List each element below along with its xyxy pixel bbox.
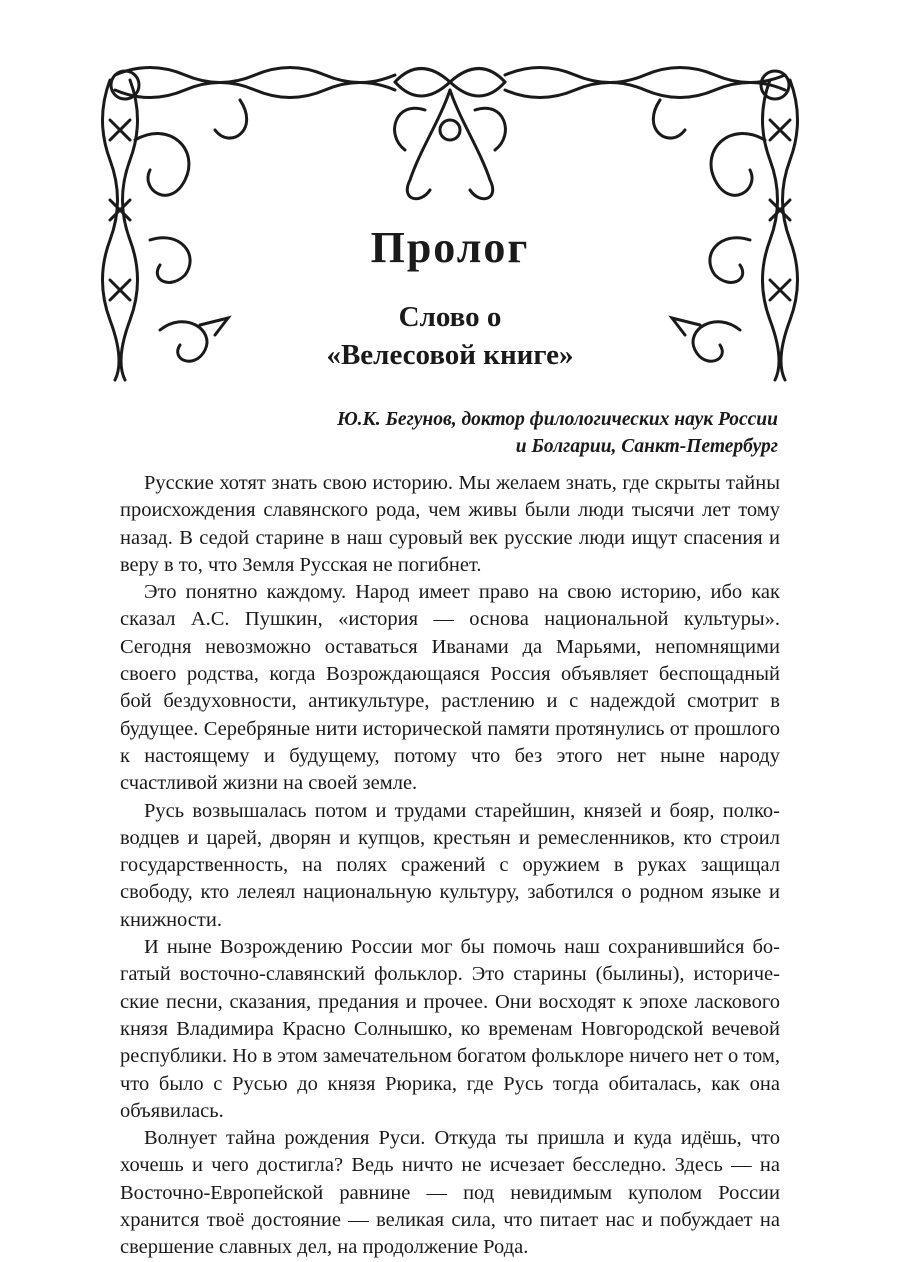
chapter-subtitle <box>0 298 900 374</box>
paragraph: Русь возвышалась потом и трудами старейшин, князей и бояр, полководцев и царей, дворян и купцов, крестьян и ремесленников, кто строил государственность, на полях сражений с оружием в руках защищал свободу, кто лелеял национальную культуру, заботился о родном языке и книжности. <box>120 799 780 931</box>
author-byline <box>337 406 778 460</box>
article-body <box>120 470 780 1262</box>
subtitle-line-1: Слово о <box>398 301 502 333</box>
center-scroll-motif <box>395 90 506 199</box>
paragraph: Волнует тайна рождения Руси. Откуда ты пришла и куда идёшь, что хочешь и чего достигла? Ведь ничто не исчезает бесследно. Здесь — на Восточно-Европейской равнине — под невидимым куполом России хранится твоё достояние — великая сила, что питает нас и побуждает на свершение славных дел, на продолжение Рода. <box>120 1127 780 1259</box>
paragraph: И ныне Возрождению России мог бы помочь наш сохранившийся богатый восточно-славянский фольклор. Это старины (былины), исторические песни, сказания, предания и прочее. Они восходят к эпохе ласкового князя Владимира Красно Солнышко, ко временам Новгородской вечевой республики. Но в этом замечательном богатом фольклоре ничего нет о том, что было с Русью до князя Рюрика, где Русь тогда обиталась, как она объявилась. <box>120 936 780 1122</box>
chapter-title: Пролог <box>370 223 530 272</box>
byline-line-2: и Болгарии, Санкт-Петербург <box>515 436 778 457</box>
subtitle-line-2: «Велесовой книге» <box>326 339 574 371</box>
paragraph: Это понятно каждому. Народ имеет право на свою историю, ибо как сказал А.С. Пушкин, «история — основа национальной культуры». Сегодня невозможно оставаться Иванами да Марьями, непомнящими своего родства, когда Возрождающаяся Россия объявляет беспощадный бой бездуховности, антикультуре, растлению и с надеждой смотрит в будущее. Серебряные нити исторической памяти протянулись от прошлого к настоящему и будущему, потому что без этого нет ныне народу счастливой жизни на своей земле. <box>120 581 780 795</box>
paragraph: Русские хотят знать свою историю. Мы желаем знать, где скрыты тайны происхождения славянского рода, чем живы были люди тысячи лет тому назад. В седой старине в наш суровый век русские люди ищут спасения и веру в то, что Земля Русская не погибнет. <box>120 472 780 576</box>
byline-line-1: Ю.К. Бегунов, доктор филологических наук России <box>337 409 778 430</box>
